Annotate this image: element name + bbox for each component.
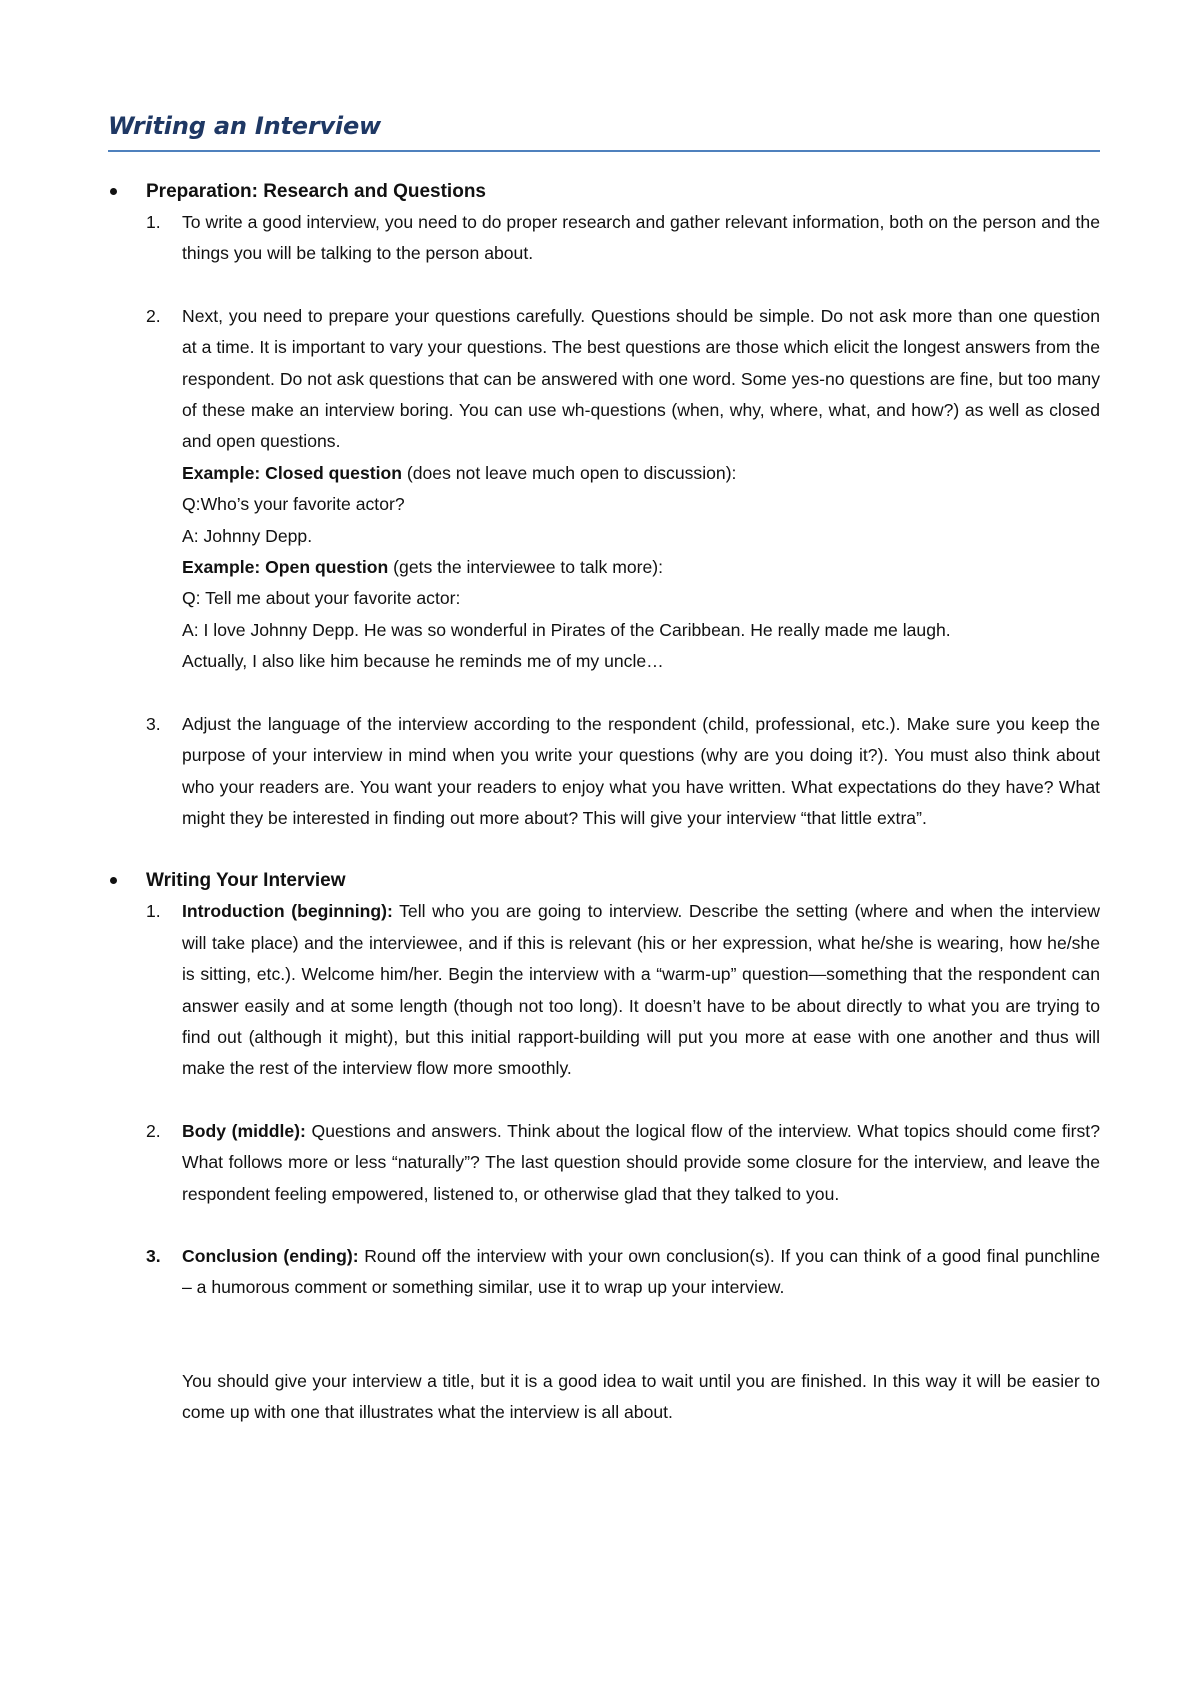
example-description: (does not leave much open to discussion): bbox=[401, 462, 737, 483]
example-label: Example: Open question bbox=[182, 557, 389, 578]
example-question: Q: Tell me about your favorite actor: bbox=[182, 588, 461, 609]
item-label: Conclusion (ending): bbox=[182, 1245, 359, 1266]
list-item bbox=[108, 896, 1100, 1084]
section-heading bbox=[108, 865, 1100, 896]
section-heading-text: Writing Your Interview bbox=[146, 870, 346, 892]
list-item-text: Adjust the language of the interview according to the respondent (child, professional, etc.). Make sure you keep the purpose of your interview in mind when you write your questions (why are you doing it?). You must also think about who your readers are. You want your readers to enjoy what you have written. What expectations do they have? What might they be interested in finding out more about? This will give your interview “that little extra”. bbox=[182, 713, 1100, 828]
example-answer: A: Johnny Depp. bbox=[182, 525, 313, 546]
item-body: Tell who you are going to interview. Describe the setting (where and when the interview will take place) and the interviewee, and if this is relevant (his or her expression, what he/she is wearing, how he/she is sitting, etc.). Welcome him/her. Begin the interview with a “warm-up” question—something that the respondent can answer easily and at some length (though not too long). It doesn’t have to be about directly to what you are trying to find out (although it might), but this initial rapport-building will put you more at ease with one another and thus will make the rest of the interview flow more smoothly. bbox=[182, 901, 1100, 1079]
item-label: Body (middle): bbox=[182, 1120, 306, 1141]
list-item-text: Next, you need to prepare your questions carefully. Questions should be simple. Do not ask more than one question at a time. It is important to vary your questions. The best questions are those which elicit the longest answers from the respondent. Do not ask questions that can be answered with one word. Some yes-no questions are fine, but too many of these make an interview boring. You can use wh-questions (when, why, where, what, and how?) as well as closed and open questions. bbox=[182, 305, 1100, 452]
list-number: 1. bbox=[146, 212, 161, 232]
document-page bbox=[108, 112, 1100, 1429]
item-body: Questions and answers. Think about the logical flow of the interview. What topics should come first? What follows more or less “naturally”? The last question should provide some closure for the interview, and leave the respondent feeling empowered, listened to, or otherwise glad that they talked to you. bbox=[182, 1120, 1100, 1204]
list-item bbox=[108, 1116, 1100, 1210]
section-writing bbox=[108, 865, 1100, 1428]
list-item-text bbox=[182, 896, 1100, 1084]
document-title: Writing an Interview bbox=[108, 112, 382, 140]
list-item-text: To write a good interview, you need to do proper research and gather relevant information, both on the person and the things you will be talking to the person about. bbox=[182, 212, 1100, 264]
example-answer-continued: Actually, I also like him because he reminds me of my uncle… bbox=[182, 651, 664, 672]
item-body: Round off the interview with your own conclusion(s). If you can think of a good final punchline – a humorous comment or something similar, use it to wrap up your interview. bbox=[182, 1245, 1100, 1298]
title-rule bbox=[108, 150, 1100, 152]
list-item bbox=[108, 207, 1100, 270]
item-label: Introduction (beginning): bbox=[182, 901, 393, 922]
example-description: (gets the interviewee to talk more): bbox=[388, 557, 664, 578]
closing-note: You should give your interview a title, but it is a good idea to wait until you are finished. In this way it will be easier to come up with one that illustrates what the interview is all about. bbox=[182, 1370, 1100, 1423]
list-item bbox=[108, 709, 1100, 835]
list-number: 2. bbox=[146, 305, 161, 326]
section-preparation bbox=[108, 176, 1100, 834]
list-number: 3. bbox=[146, 1245, 161, 1266]
example-question: Q:Who’s your favorite actor? bbox=[182, 494, 405, 515]
list-number: 2. bbox=[146, 1120, 161, 1141]
list-item-text bbox=[182, 1241, 1100, 1304]
bullet-icon bbox=[110, 877, 117, 884]
section-heading bbox=[108, 176, 1100, 207]
list-item-text bbox=[182, 1116, 1100, 1210]
example-closed bbox=[182, 458, 1100, 489]
example-label: Example: Closed question bbox=[182, 462, 402, 483]
section-heading-text: Preparation: Research and Questions bbox=[146, 181, 486, 202]
example-open bbox=[182, 552, 1100, 583]
list-item bbox=[108, 301, 1100, 678]
bullet-icon bbox=[110, 188, 117, 195]
list-number: 3. bbox=[146, 713, 161, 734]
list-item bbox=[108, 1241, 1100, 1304]
example-answer: A: I love Johnny Depp. He was so wonderful in Pirates of the Caribbean. He really made me laugh. bbox=[182, 619, 951, 640]
list-number: 1. bbox=[146, 901, 161, 922]
